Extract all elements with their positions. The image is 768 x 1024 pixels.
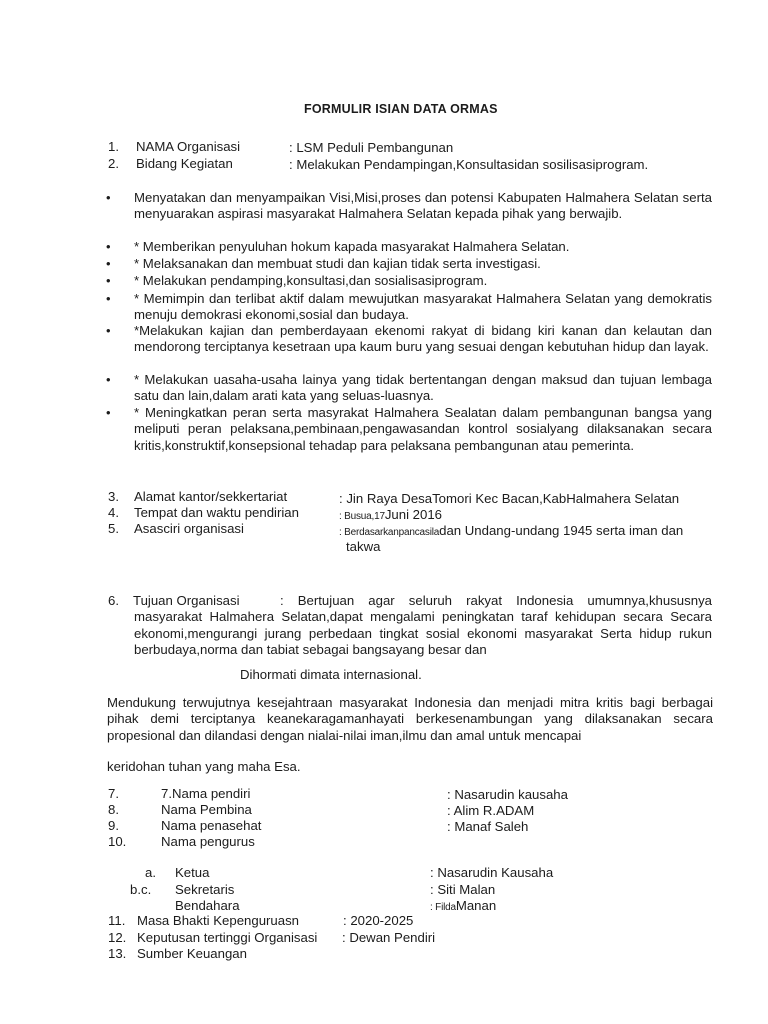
- value-text: dan Undang-undang 1945 serta iman dan: [439, 523, 684, 538]
- bullet-marker: •: [106, 291, 111, 306]
- value-small-text: : Filda: [430, 902, 456, 913]
- item-number: 8.: [108, 802, 119, 817]
- bullet-marker: •: [106, 256, 111, 271]
- bullet-marker: •: [106, 239, 111, 254]
- item-label-keputusan: Keputusan tertinggi Organisasi: [137, 930, 318, 945]
- bullet-text: * Memimpin dan terlibat aktif dalam mewujutkan masyarakat Halmahera Selatan yang demokratis menuju demokrasi ekonomi,sosial dan budaya.: [134, 291, 712, 323]
- item-number: 2.: [108, 156, 119, 171]
- item-label-tempat-waktu: Tempat dan waktu pendirian: [134, 505, 299, 520]
- item-label-sumber-keuangan: Sumber Keuangan: [137, 946, 247, 961]
- pengurus-value-bendahara: [430, 898, 496, 916]
- pengurus-label-bendahara: Bendahara: [175, 898, 240, 913]
- bullet-text: *Melakukan kajian dan pemberdayaan ekenomi rakyat di bidang kiri kanan dan kelautan dan mendorong terciptanya kesetraan upa kaum buru yang sesuai dengan kebutuhan hidup dan layak.: [134, 323, 712, 355]
- item-value-pembina: : Alim R.ADAM: [447, 803, 535, 818]
- pengurus-marker: b.c.: [130, 882, 152, 897]
- bullet-text: * Melakukan pendamping,konsultasi,dan sosialisasiprogram.: [134, 273, 488, 288]
- item-label-masa-bhakti: Masa Bhakti Kepenguruasn: [137, 913, 300, 928]
- item-value-tujuan: : Bertujuan agar seluruh rakyat Indonesia umumnya,khususnya masyarakat Halmahera Selatan,dapat mengalami peningkatan taraf kehidupan secara Secara ekonomi,mengurangi jurang perbedaan tingkat sosial ekonomi masyarakat Serta hidup rukun berbudaya,norma dan tabiat sebagai bangsayang besar dan: [134, 593, 712, 657]
- pengurus-label-ketua: Ketua: [175, 865, 210, 880]
- bullet-marker: •: [106, 273, 111, 288]
- bullet-text: Menyatakan dan menyampaikan Visi,Misi,proses dan potensi Kabupaten Halmahera Selatan serta menyuarakan aspirasi masyarakat Halmahera Selatan kepada pihak yang berwajib.: [134, 190, 712, 222]
- item-value-keputusan: : Dewan Pendiri: [342, 930, 436, 945]
- item-number: 6.: [108, 593, 119, 608]
- bullet-text: * Melakukan uasaha-usaha lainya yang tidak bertentangan dengan maksud dan tujuan lembaga satu dan lain,dalam arati kata yang seluas-luasnya.: [134, 372, 712, 404]
- item-number: 12.: [108, 930, 127, 945]
- pengurus-marker: a.: [145, 865, 156, 880]
- item-number: 13.: [108, 946, 127, 961]
- item-value-asas: [339, 523, 683, 541]
- item-value-alamat: : Jin Raya DesaTomori Kec Bacan,KabHalmahera Selatan: [339, 491, 680, 506]
- item-number: 10.: [108, 834, 127, 849]
- item-label-bidang-kegiatan: Bidang Kegiatan: [136, 156, 233, 171]
- item-label-pengurus: Nama pengurus: [161, 834, 255, 849]
- item-value-masa-bhakti: : 2020-2025: [343, 913, 414, 928]
- item-number: 11.: [108, 913, 126, 928]
- item-label-tujuan: Tujuan Organisasi: [133, 593, 240, 608]
- item-number: 3.: [108, 489, 119, 504]
- value-small-text: : Busua,17: [339, 511, 385, 522]
- bullet-marker: •: [106, 405, 111, 420]
- item-number: 5.: [108, 521, 119, 536]
- item-value-pendiri: : Nasarudin kausaha: [447, 787, 568, 802]
- item-value-nama-organisasi: : LSM Peduli Pembangunan: [289, 140, 454, 155]
- bullet-text: * Memberikan penyuluhan hokum kapada masyarakat Halmahera Selatan.: [134, 239, 570, 254]
- pengurus-value-sekretaris: : Siti Malan: [430, 882, 496, 897]
- item-number: 1.: [108, 139, 119, 154]
- item-label-nama-organisasi: NAMA Organisasi: [136, 139, 241, 154]
- bullet-marker: •: [106, 323, 111, 338]
- item-label-alamat: Alamat kantor/sekkertariat: [134, 489, 288, 504]
- bullet-text: * Melaksanakan dan membuat studi dan kajian tidak serta investigasi.: [134, 256, 541, 271]
- item-label-pembina: Nama Pembina: [161, 802, 252, 817]
- mendukung-paragraph: Mendukung terwujutnya kesejahtraan masyarakat Indonesia dan menjadi mitra kritis bagi berbagai pihak demi terciptanya keanekaragamanhayati berkesenambungan yang dilaksanakan secara propesional dan dilandasi dengan nialai-nilai iman,ilmu dan amal untuk mencapai: [107, 695, 713, 743]
- bullet-marker: •: [106, 190, 111, 205]
- item-label-pendiri: 7.Nama pendiri: [161, 786, 251, 801]
- pengurus-label-sekretaris: Sekretaris: [175, 882, 235, 897]
- item-value-penasehat: : Manaf Saleh: [447, 819, 529, 834]
- item-number: 7.: [108, 786, 119, 801]
- value-text: Manan: [455, 898, 497, 913]
- bullet-text: * Meningkatkan peran serta masyrakat Halmahera Sealatan dalam pembangunan bangsa yang meliputi peran pelaksana,pembinaan,pengawasandan kontrol sosialyang dilaksanakan secara kritis,konstruktif,konsepsional tehadap para pelaksana pembangunan atau pemerinta.: [134, 405, 712, 453]
- item-label-asas: Asasciri organisasi: [134, 521, 244, 536]
- item-label-penasehat: Nama penasehat: [161, 818, 262, 833]
- value-text: Juni 2016: [384, 507, 443, 522]
- page-title: FORMULIR ISIAN DATA ORMAS: [304, 102, 498, 116]
- item-number: 4.: [108, 505, 119, 520]
- mendukung-last-line: keridohan tuhan yang maha Esa.: [107, 759, 301, 774]
- item-value-asas-line2: takwa: [346, 539, 381, 554]
- tujuan-centered-line: Dihormati dimata internasional.: [240, 667, 422, 682]
- item-number: 9.: [108, 818, 119, 833]
- value-small-text: : Berdasarkanpancasila: [339, 527, 440, 538]
- item-value-bidang-kegiatan: : Melakukan Pendampingan,Konsultasidan sosilisasiprogram.: [289, 157, 649, 172]
- bullet-marker: •: [106, 372, 111, 387]
- pengurus-value-ketua: : Nasarudin Kausaha: [430, 865, 554, 880]
